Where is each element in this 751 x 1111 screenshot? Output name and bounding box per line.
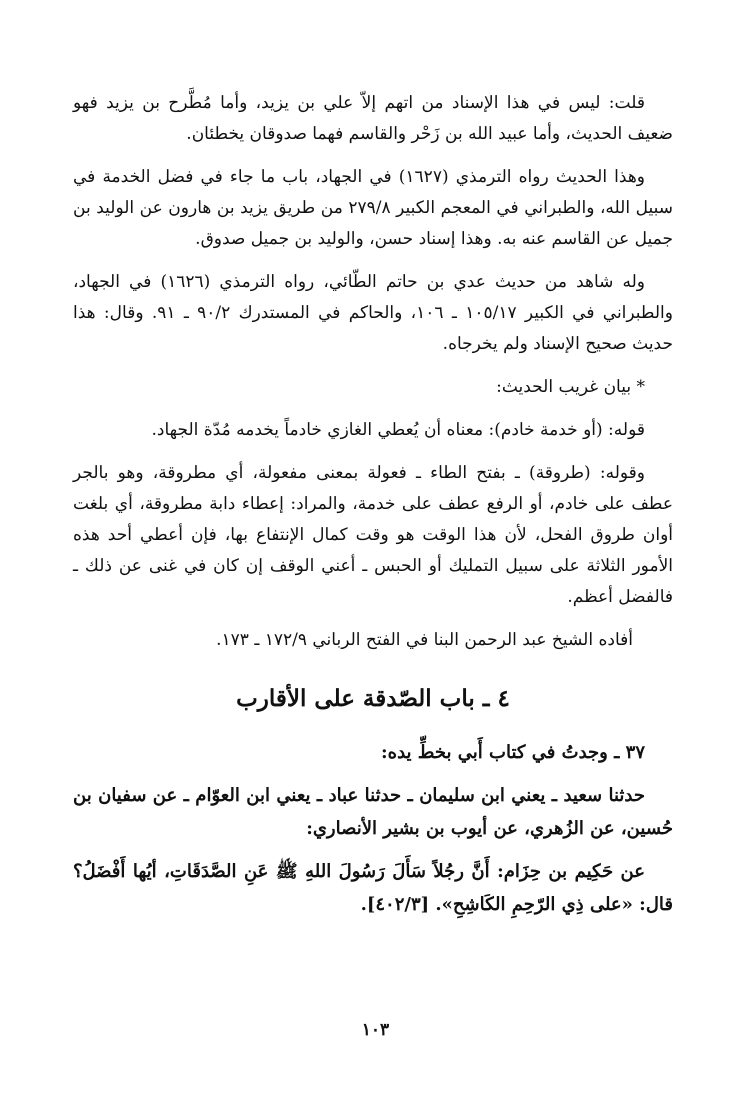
section-heading: ٤ ـ باب الصّدقة على الأقارب <box>236 685 510 712</box>
gharib-heading: * بيان غريب الحديث: <box>496 377 645 397</box>
page-number: ١٠٣ <box>361 1020 390 1040</box>
page-body <box>73 88 673 931</box>
isnad-paragraph: حدثنا سعيد ـ يعني ابن سليمان ـ حدثنا عباد ـ يعني ابن العوّام ـ عن سفيان بن حُسين، عن الزُهري، عن أيوب بن بشير الأنصاري: <box>73 785 673 839</box>
commentary-paragraph-5: وقوله: (طروقة) ـ بفتح الطاء ـ فعولة بمعنى مفعولة، أي مطروقة، وهو بالجر عطف على خادم، أو الرفع عطف على خدمة، والمراد: إعطاء دابة مطروقة، أي بلغت أوان طروق الفحل، لأن هذا الوقت هو وقت كمال الإنتفاع بها، فإن أعطي أحد هذه الأمور الثلاثة على سبيل التمليك أو الحبس ـ أعني الوقف إن كان في غنى عن ذلك ـ فالفضل أعظم. <box>73 463 673 607</box>
commentary-paragraph-3: وله شاهد من حديث عدي بن حاتم الطّائي، رواه الترمذي (١٦٢٦) في الجهاد، والطبراني في الكبير ١٠٥/١٧ ـ ١٠٦، والحاكم في المستدرك ٩٠/٢ ـ ٩١. وقال: هذا حديث صحيح الإسناد ولم يخرجاه. <box>73 272 673 354</box>
commentary-paragraph-6: أفاده الشيخ عبد الرحمن البنا في الفتح الرباني ١٧٢/٩ ـ ١٧٣. <box>216 630 633 650</box>
entry-line: ٣٧ ـ وجدتُ في كتاب أَبي بخطِّ يده: <box>381 742 645 763</box>
commentary-paragraph-4: قوله: (أو خدمة خادم): معناه أن يُعطي الغازي خادماً يخدمه مُدّة الجهاد. <box>151 420 645 440</box>
commentary-paragraph-2: وهذا الحديث رواه الترمذي (١٦٢٧) في الجهاد، باب ما جاء في فضل الخدمة في سبيل الله، والطبراني في المعجم الكبير ٢٧٩/٨ من طريق يزيد بن هارون عن الوليد بن جميل عن القاسم عنه به. وهذا إسناد حسن، والوليد بن جميل صدوق. <box>73 167 673 249</box>
commentary-paragraph-1: قلت: ليس في هذا الإسناد من اتهم إلاّ علي بن يزيد، وأما مُطَّرح بن يزيد فهو ضعيف الحديث، وأما عبيد الله بن زَحْر والقاسم فهما صدوقان يخطئان. <box>73 93 673 144</box>
hadith-text: عن حَكِيم بن حِزَام: أَنَّ رجُلاً سَأَلَ رَسُولَ اللهِ ﷺ عَنِ الصَّدَقَاتِ، أيُها أَفْضَلُ؟ قال: «على ذِي الرّحِمِ الكَاشِحِ». [٤٠٢/٣]. <box>73 861 673 915</box>
